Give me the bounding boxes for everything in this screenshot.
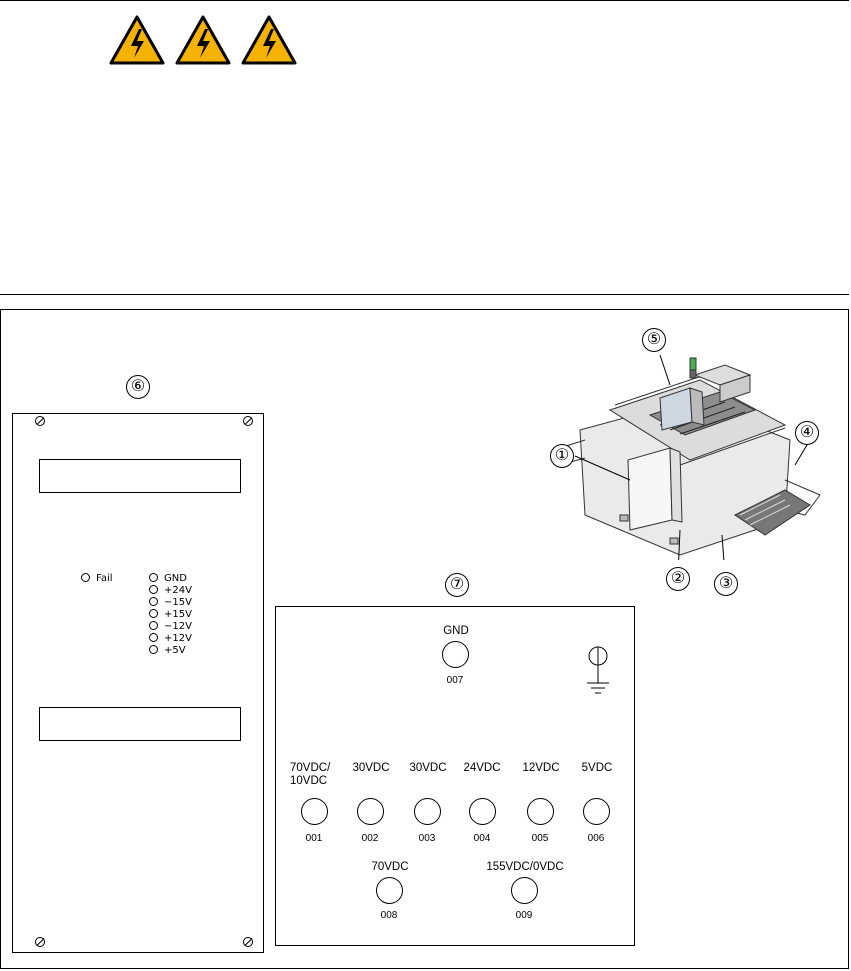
led-plus-15v: +15V [149,609,192,621]
screw-icon [243,937,253,947]
led-plus-24v: +24V [149,585,192,597]
section-rule [0,294,849,295]
led-indicator-icon [149,609,158,618]
upper-slot [39,459,241,493]
terminal-004 [469,798,496,825]
led-minus-15v: −15V [149,597,192,609]
led-list [149,573,192,657]
terminal-label-006: 5VDC [581,762,613,774]
screw-icon [35,937,45,947]
terminal-code-001: 001 [305,833,323,844]
callout-1: ① [550,444,574,468]
gnd-label: GND [443,625,469,637]
callout-5: ⑤ [642,328,666,352]
callout-3: ③ [714,572,738,596]
callout-4: ④ [795,421,819,445]
callout-2: ② [666,567,690,591]
terminal-label-005: 12VDC [522,762,560,774]
led-indicator-icon [149,645,158,654]
led-indicator-icon [149,633,158,642]
callout-7: ⑦ [445,573,469,597]
terminal-code-008: 008 [380,910,398,921]
power-supply-panel [12,413,264,953]
led-gnd: GND [149,573,192,585]
screw-icon [243,416,253,426]
fail-led: Fail [81,573,113,585]
terminal-code-004: 004 [473,833,491,844]
led-minus-12v: −12V [149,621,192,633]
top-rule [0,0,849,1]
terminal-006 [583,798,610,825]
terminal-008 [376,877,403,904]
led-indicator-icon [149,621,158,630]
terminal-label-004: 24VDC [463,762,501,774]
gnd-code: 007 [446,675,464,686]
terminal-001 [301,798,328,825]
led-indicator-icon [149,597,158,606]
gnd-terminal [442,641,469,668]
terminal-code-005: 005 [531,833,549,844]
led-indicator-icon [149,573,158,582]
terminal-005 [527,798,554,825]
machine-illustration [540,330,830,560]
high-voltage-warning-icon [240,14,298,66]
terminal-board [275,606,635,946]
terminal-code-006: 006 [587,833,605,844]
terminal-label-002: 30VDC [352,762,390,774]
screw-icon [35,416,45,426]
lower-slot [39,707,241,741]
terminal-label-001: 70VDC/ 10VDC [290,762,331,787]
terminal-label-009: 155VDC/0VDC [486,861,564,873]
high-voltage-warning-icon [108,14,166,66]
callout-6: ⑥ [126,375,150,399]
high-voltage-warning-icon [174,14,232,66]
led-indicator-icon [81,573,90,582]
terminal-code-002: 002 [361,833,379,844]
terminal-label-008: 70VDC [371,861,409,873]
led-indicator-icon [149,585,158,594]
led-plus-12v: +12V [149,633,192,645]
terminal-label-003: 30VDC [409,762,447,774]
terminal-code-003: 003 [418,833,436,844]
terminal-009 [511,877,538,904]
warning-icons [108,14,298,66]
terminal-003 [414,798,441,825]
earth-ground-icon [584,645,612,700]
terminal-code-009: 009 [515,910,533,921]
terminal-002 [357,798,384,825]
led-plus-5v: +5V [149,645,192,657]
